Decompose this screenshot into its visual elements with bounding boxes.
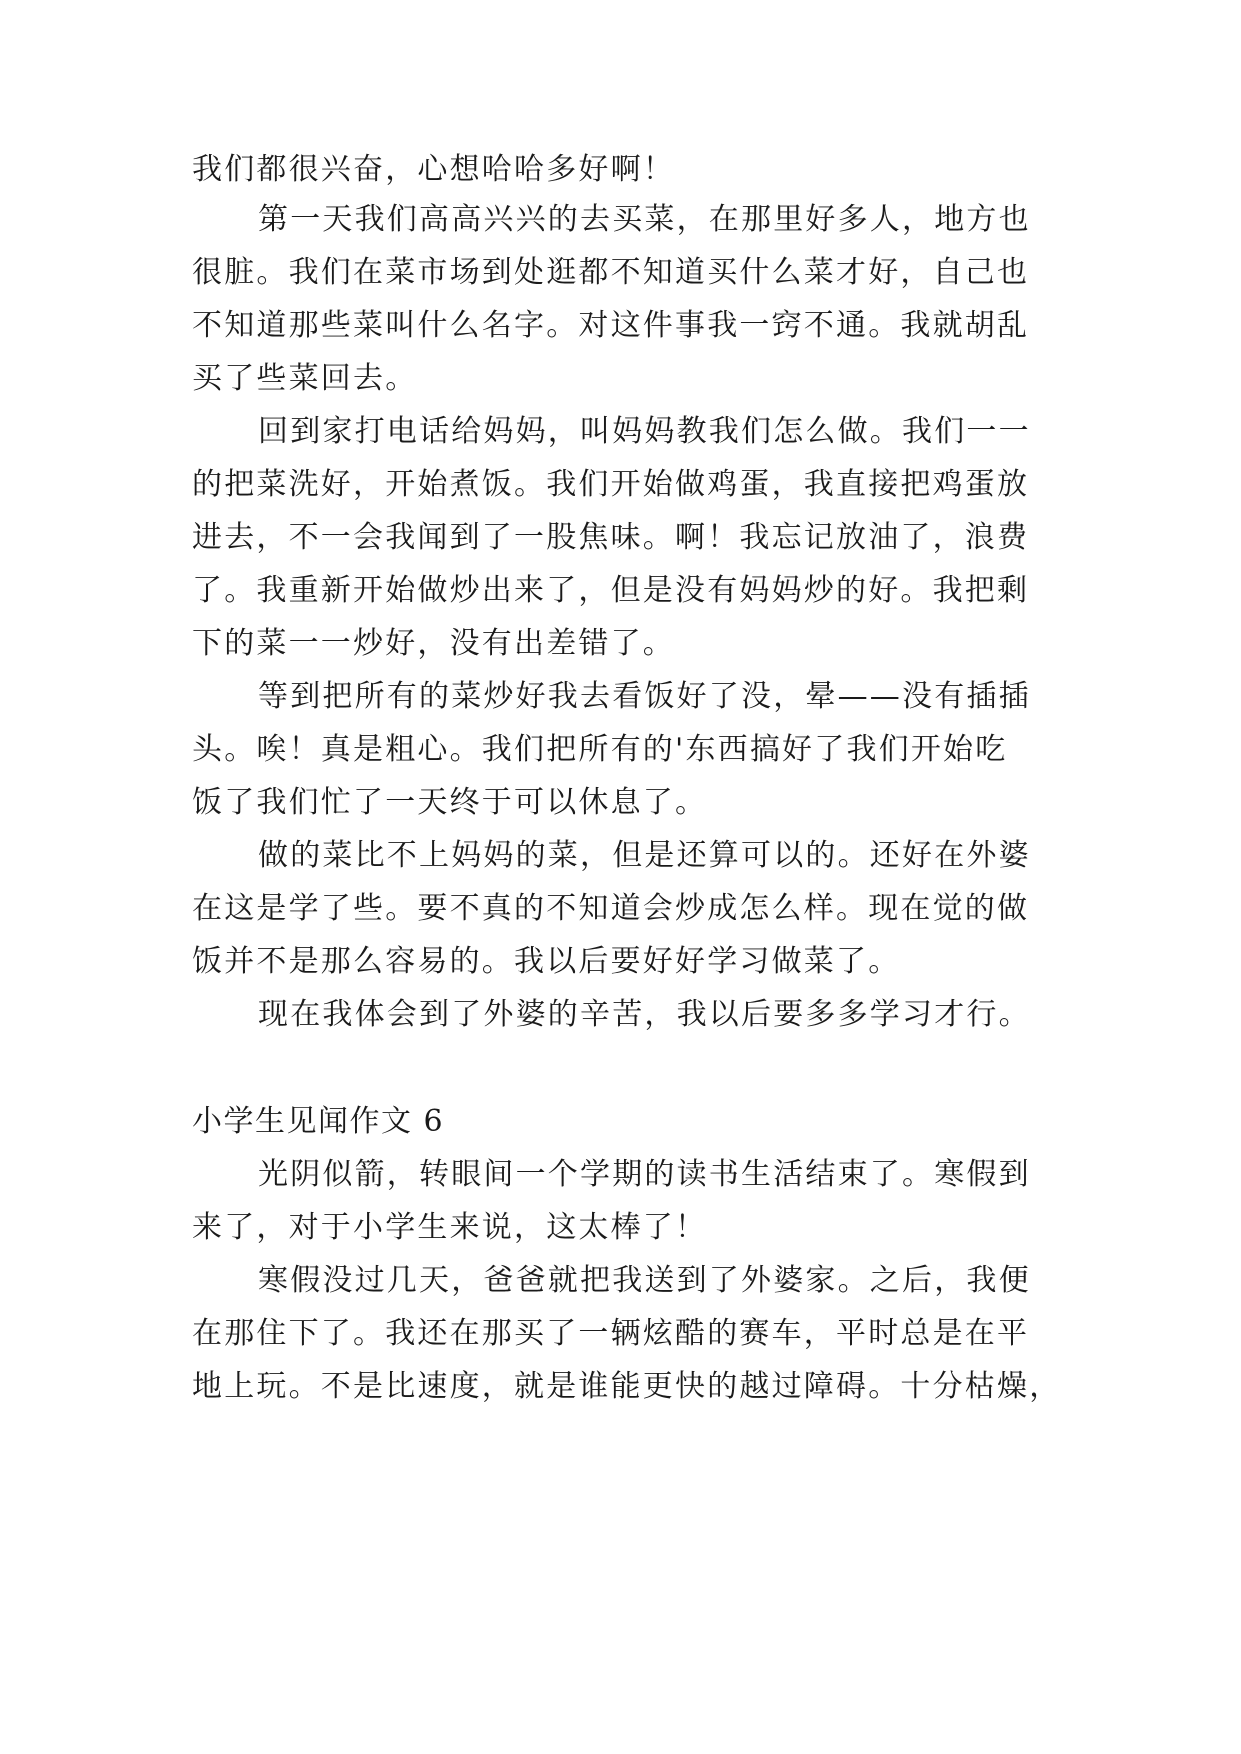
text-line: 在这是学了些。要不真的不知道会炒成怎么样。现在觉的做 — [192, 891, 1030, 926]
text-line: 地上玩。不是比速度，就是谁能更快的越过障碍。十分枯燥， — [192, 1369, 1062, 1404]
text-line: 在那住下了。我还在那买了一辆炫酷的赛车，平时总是在平 — [192, 1316, 1030, 1351]
text-line: 饭并不是那么容易的。我以后要好好学习做菜了。 — [192, 944, 901, 979]
text-line: 的把菜洗好，开始煮饭。我们开始做鸡蛋，我直接把鸡蛋放 — [192, 467, 1030, 502]
text-line: 进去，不一会我闻到了一股焦味。啊！我忘记放油了，浪费 — [192, 520, 1030, 555]
paragraph-start-line: 寒假没过几天，爸爸就把我送到了外婆家。之后，我便 — [258, 1263, 1031, 1298]
paragraph-start-line: 做的菜比不上妈妈的菜，但是还算可以的。还好在外婆 — [258, 838, 1031, 873]
section-heading: 小学生见闻作文 6 — [192, 1104, 445, 1139]
text-line: 不知道那些菜叫什么名字。对这件事我一窍不通。我就胡乱 — [192, 308, 1030, 343]
paragraph-start-line: 等到把所有的菜炒好我去看饭好了没，晕——没有插插 — [258, 679, 1031, 714]
paragraph-start-line: 现在我体会到了外婆的辛苦，我以后要多多学习才行。 — [258, 997, 1031, 1032]
text-line: 下的菜一一炒好，没有出差错了。 — [192, 626, 675, 661]
paragraph-start-line: 光阴似箭，转眼间一个学期的读书生活结束了。寒假到 — [258, 1157, 1031, 1192]
paragraph-start-line: 第一天我们高高兴兴的去买菜，在那里好多人，地方也 — [258, 202, 1031, 237]
text-line: 很脏。我们在菜市场到处逛都不知道买什么菜才好，自己也 — [192, 255, 1030, 290]
text-line: 来了，对于小学生来说，这太棒了！ — [192, 1210, 708, 1245]
text-line: 了。我重新开始做炒出来了，但是没有妈妈炒的好。我把剩 — [192, 573, 1030, 608]
text-line: 我们都很兴奋，心想哈哈多好啊！ — [192, 152, 675, 187]
paragraph-start-line: 回到家打电话给妈妈，叫妈妈教我们怎么做。我们一一 — [258, 414, 1031, 449]
text-line: 头。唉！真是粗心。我们把所有的'东西搞好了我们开始吃 — [192, 732, 1008, 767]
text-line: 买了些菜回去。 — [192, 361, 418, 396]
text-line: 饭了我们忙了一天终于可以休息了。 — [192, 785, 708, 820]
